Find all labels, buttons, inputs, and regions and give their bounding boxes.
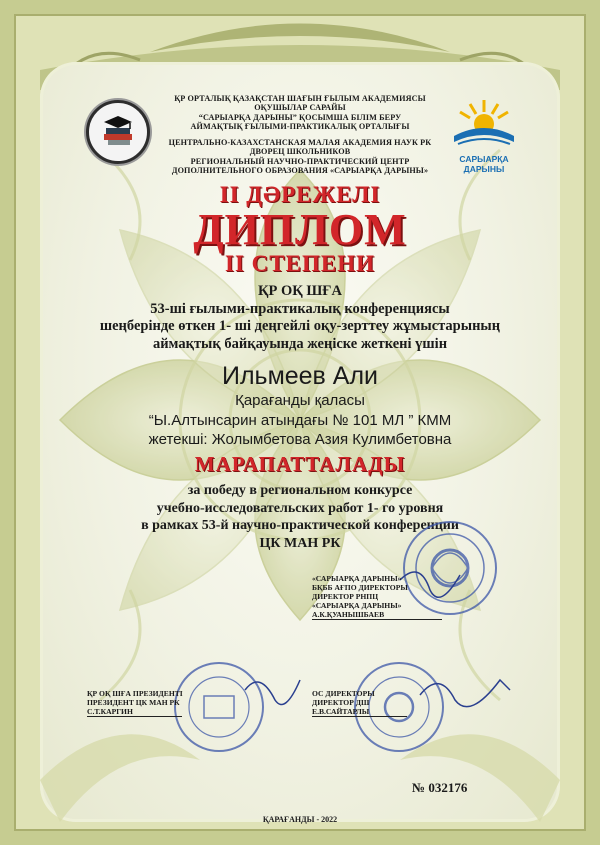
signer-line: ДИРЕКТОР ДШ <box>312 698 370 707</box>
diploma-title: ДИПЛОМ <box>193 205 407 254</box>
signer-line: ҚР ОҚ ШҒА ПРЕЗИДЕНТІ <box>87 689 183 698</box>
recipient-supervisor: жетекші: Жолымбетова Азия Кулимбетовна <box>148 431 452 448</box>
signer-line: ПРЕЗИДЕНТ ЦК МАН РК <box>87 698 180 707</box>
signer-line: «САРЫАРҚА ДАРЫНЫ» <box>312 601 402 610</box>
header-ru-line: ДВОРЕЦ ШКОЛЬНИКОВ <box>249 147 351 157</box>
signer-line: А.К.ҚУАНЫШБАЕВ <box>312 610 442 620</box>
signer-line: Е.В.САЙТАРЛЫ <box>312 707 407 717</box>
diploma-number: № 032176 <box>412 780 468 795</box>
body-kz-line: аймақтық байқауында жеңіске жеткені үшін <box>152 335 448 352</box>
signer-line: С.Т.КАРГИН <box>87 707 182 717</box>
saryarqa-logo-text: САРЫАРҚА ДАРЫНЫ <box>459 154 509 174</box>
recipient-name: Ильмеев Али <box>221 362 379 390</box>
body-ru-line: за победу в региональном конкурсе <box>187 483 413 498</box>
recipient-school: “Ы.Алтынсарин атындағы № 101 МЛ ” КММ <box>148 412 452 429</box>
header-kz-line: ОҚУШЫЛАР САРАЙЫ <box>254 103 346 113</box>
signer-right <box>312 689 407 717</box>
header-kz-line: “САРЫАРҚА ДАРЫНЫ” ҚОСЫМША БІЛІМ БЕРУ <box>198 112 402 122</box>
recipient-city: Қарағанды қаласы <box>235 392 365 409</box>
degree-kz: II ДӘРЕЖЕЛІ <box>219 182 381 207</box>
awarded-label: МАРАПАТТАЛАДЫ <box>194 452 406 476</box>
header-kz-line: АЙМАҚТЫҚ ҒЫЛЫМИ-ПРАКТИКАЛЫҚ ОРТАЛЫҒЫ <box>190 122 410 132</box>
signer-line: ДИРЕКТОР РНПЦ <box>312 592 379 601</box>
signer-line: БҚББ АҒПО ДИРЕКТОРЫ <box>312 583 408 592</box>
degree-ru: II СТЕПЕНИ <box>225 251 375 276</box>
signer-left <box>87 689 183 717</box>
body-kz-line: шеңберінде өткен 1- ші деңгейлі оқу-зерттеу жұмыстарының <box>99 318 501 334</box>
body-ru-line: ЦК МАН РК <box>259 535 341 551</box>
body-ru-line: в рамках 53-й научно-практической конференции <box>141 518 459 533</box>
body-kz-line: 53-ші ғылыми-практикалық конференциясы <box>150 300 450 317</box>
body-ru-line: учебно-исследовательских работ 1- го уровня <box>156 500 444 516</box>
signer-line: ОС ДИРЕКТОРЫ <box>312 689 375 698</box>
signer-line: «САРЫАРҚА ДАРЫНЫ» <box>312 574 402 583</box>
body-kz-line: ҚР ОҚ ШҒА <box>257 283 343 299</box>
header-ru-line: РЕГИОНАЛЬНЫЙ НАУЧНО-ПРАКТИЧЕСКИЙ ЦЕНТР <box>190 156 410 166</box>
footer-city-year: ҚАРАҒАНДЫ - 2022 <box>262 815 338 824</box>
header-ru-line: ЦЕНТРАЛЬНО-КАЗАХСТАНСКАЯ МАЛАЯ АКАДЕМИЯ НАУК РК <box>168 138 432 147</box>
header-kz-line: ҚР ОРТАЛЫҚ ҚАЗАҚСТАН ШАҒЫН ҒЫЛЫМ АКАДЕМИЯСЫ <box>174 94 426 103</box>
header-ru-line: ДОПОЛНИТЕЛЬНОГО ОБРАЗОВАНИЯ «САРЫАРҚА ДАРЫНЫ» <box>171 166 429 176</box>
signer-right-top <box>312 574 442 620</box>
